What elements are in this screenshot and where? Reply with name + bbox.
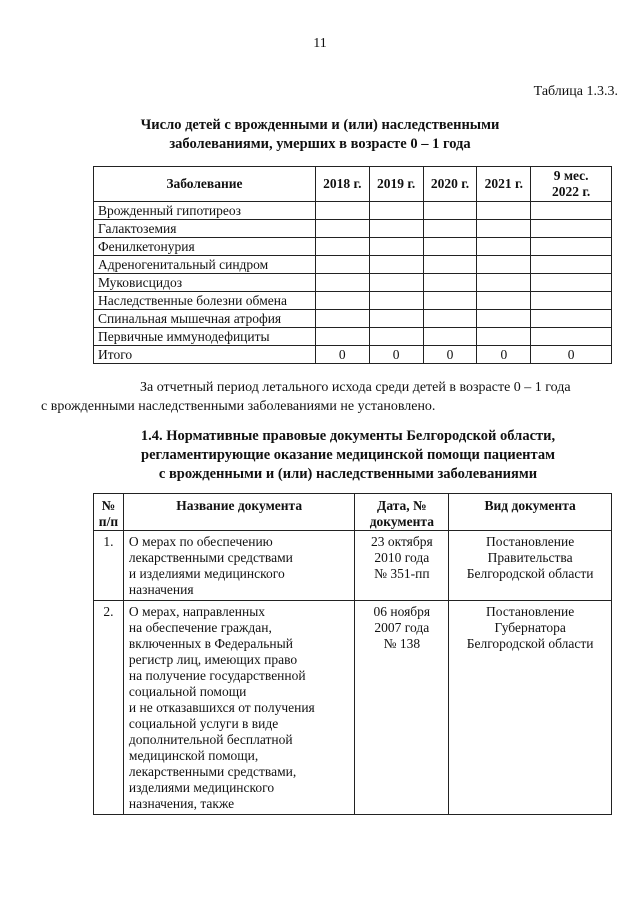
table-cell xyxy=(423,292,477,310)
column-header: 2020 г. xyxy=(423,167,477,202)
table-caption: Таблица 1.3.3. xyxy=(533,84,618,99)
table-cell xyxy=(477,328,531,346)
table-row xyxy=(94,220,612,238)
document-kind: Постановление Правительства Белгородской области xyxy=(449,531,612,601)
table-cell xyxy=(315,202,369,220)
table-cell xyxy=(315,292,369,310)
table-cell xyxy=(423,202,477,220)
table-cell xyxy=(369,292,423,310)
table-cell xyxy=(477,310,531,328)
table-row xyxy=(94,292,612,310)
document-kind: Постановление Губернатора Белгородской области xyxy=(449,601,612,815)
table-title xyxy=(60,116,580,154)
table-row xyxy=(94,601,612,815)
disease-name: Наследственные болезни обмена xyxy=(94,292,316,310)
disease-name: Первичные иммунодефициты xyxy=(94,328,316,346)
table-row xyxy=(94,531,612,601)
table-cell xyxy=(531,256,612,274)
table-cell xyxy=(477,220,531,238)
disease-name: Спинальная мышечная атрофия xyxy=(94,310,316,328)
total-cell: 0 xyxy=(531,346,612,364)
table-cell xyxy=(423,256,477,274)
section-title-line: 1.4. Нормативные правовые документы Белгородской области, xyxy=(140,428,556,444)
table-cell xyxy=(369,256,423,274)
table-cell xyxy=(423,220,477,238)
row-number: 1. xyxy=(94,531,124,601)
table-cell xyxy=(315,256,369,274)
table-cell xyxy=(315,310,369,328)
table-cell xyxy=(477,292,531,310)
table-row xyxy=(94,274,612,292)
note-line: За отчетный период летального исхода среди детей в возрасте 0 – 1 года xyxy=(140,380,571,395)
table-row xyxy=(94,238,612,256)
table-cell xyxy=(531,220,612,238)
column-header: № п/п xyxy=(94,494,124,531)
table-cell xyxy=(531,238,612,256)
table-total-row xyxy=(94,346,612,364)
column-header: 2018 г. xyxy=(315,167,369,202)
table-cell xyxy=(369,310,423,328)
table-cell xyxy=(315,274,369,292)
table-cell xyxy=(369,328,423,346)
section-title xyxy=(88,427,608,484)
row-number: 2. xyxy=(94,601,124,815)
table-cell xyxy=(315,328,369,346)
table-title-line: Число детей с врожденными и (или) наследственными xyxy=(140,117,500,133)
disease-name: Галактоземия xyxy=(94,220,316,238)
document-name: О мерах по обеспечению лекарственными средствами и изделиями медицинского назначения xyxy=(123,531,354,601)
table-title-line: заболеваниями, умерших в возрасте 0 – 1 года xyxy=(169,136,471,152)
total-cell: 0 xyxy=(423,346,477,364)
table-cell xyxy=(531,202,612,220)
table-header-row xyxy=(94,167,612,202)
table-row xyxy=(94,328,612,346)
column-header: Дата, № документа xyxy=(355,494,449,531)
total-label: Итого xyxy=(94,346,316,364)
table-cell xyxy=(531,292,612,310)
document-date: 23 октября 2010 года № 351-пп xyxy=(355,531,449,601)
disease-name: Фенилкетонурия xyxy=(94,238,316,256)
section-title-line: регламентирующие оказание медицинской помощи пациентам xyxy=(141,447,555,463)
column-header: Вид документа xyxy=(449,494,612,531)
table-cell xyxy=(423,310,477,328)
table-cell xyxy=(369,202,423,220)
document-date: 06 ноября 2007 года № 138 xyxy=(355,601,449,815)
table-cell xyxy=(531,274,612,292)
total-cell: 0 xyxy=(477,346,531,364)
note-line: с врожденными наследственными заболеваниями не установлено. xyxy=(41,399,436,414)
table-cell xyxy=(477,202,531,220)
table-cell xyxy=(315,220,369,238)
table-cell xyxy=(315,238,369,256)
table-cell xyxy=(423,274,477,292)
column-header: 2021 г. xyxy=(477,167,531,202)
document-name: О мерах, направленных на обеспечение граждан, включенных в Федеральный регистр лиц, имеющих право на получение государственной социальной помощи и не отказавшихся от получения социальной услуги в виде дополнительной бесплатной медицинской помощи, лекарственными средствами, изделиями медицинского назначения, также xyxy=(123,601,354,815)
note-paragraph xyxy=(41,378,618,416)
table-cell xyxy=(477,256,531,274)
table-cell xyxy=(477,238,531,256)
page-number: 11 xyxy=(313,36,327,51)
table-cell xyxy=(531,328,612,346)
table-row xyxy=(94,202,612,220)
table-cell xyxy=(423,328,477,346)
disease-name: Врожденный гипотиреоз xyxy=(94,202,316,220)
total-cell: 0 xyxy=(369,346,423,364)
table-cell xyxy=(369,238,423,256)
section-title-line: с врожденными и (или) наследственными заболеваниями xyxy=(158,466,538,482)
mortality-table xyxy=(93,166,612,364)
table-cell xyxy=(369,274,423,292)
total-cell: 0 xyxy=(315,346,369,364)
disease-name: Адреногенитальный синдром xyxy=(94,256,316,274)
table-cell xyxy=(477,274,531,292)
disease-name: Муковисцидоз xyxy=(94,274,316,292)
column-header: 9 мес. 2022 г. xyxy=(531,167,612,202)
table-header-row xyxy=(94,494,612,531)
column-header: Заболевание xyxy=(94,167,316,202)
table-row xyxy=(94,310,612,328)
column-header: Название документа xyxy=(123,494,354,531)
column-header: 2019 г. xyxy=(369,167,423,202)
table-row xyxy=(94,256,612,274)
documents-table xyxy=(93,493,612,815)
table-cell xyxy=(531,310,612,328)
table-cell xyxy=(369,220,423,238)
table-cell xyxy=(423,238,477,256)
